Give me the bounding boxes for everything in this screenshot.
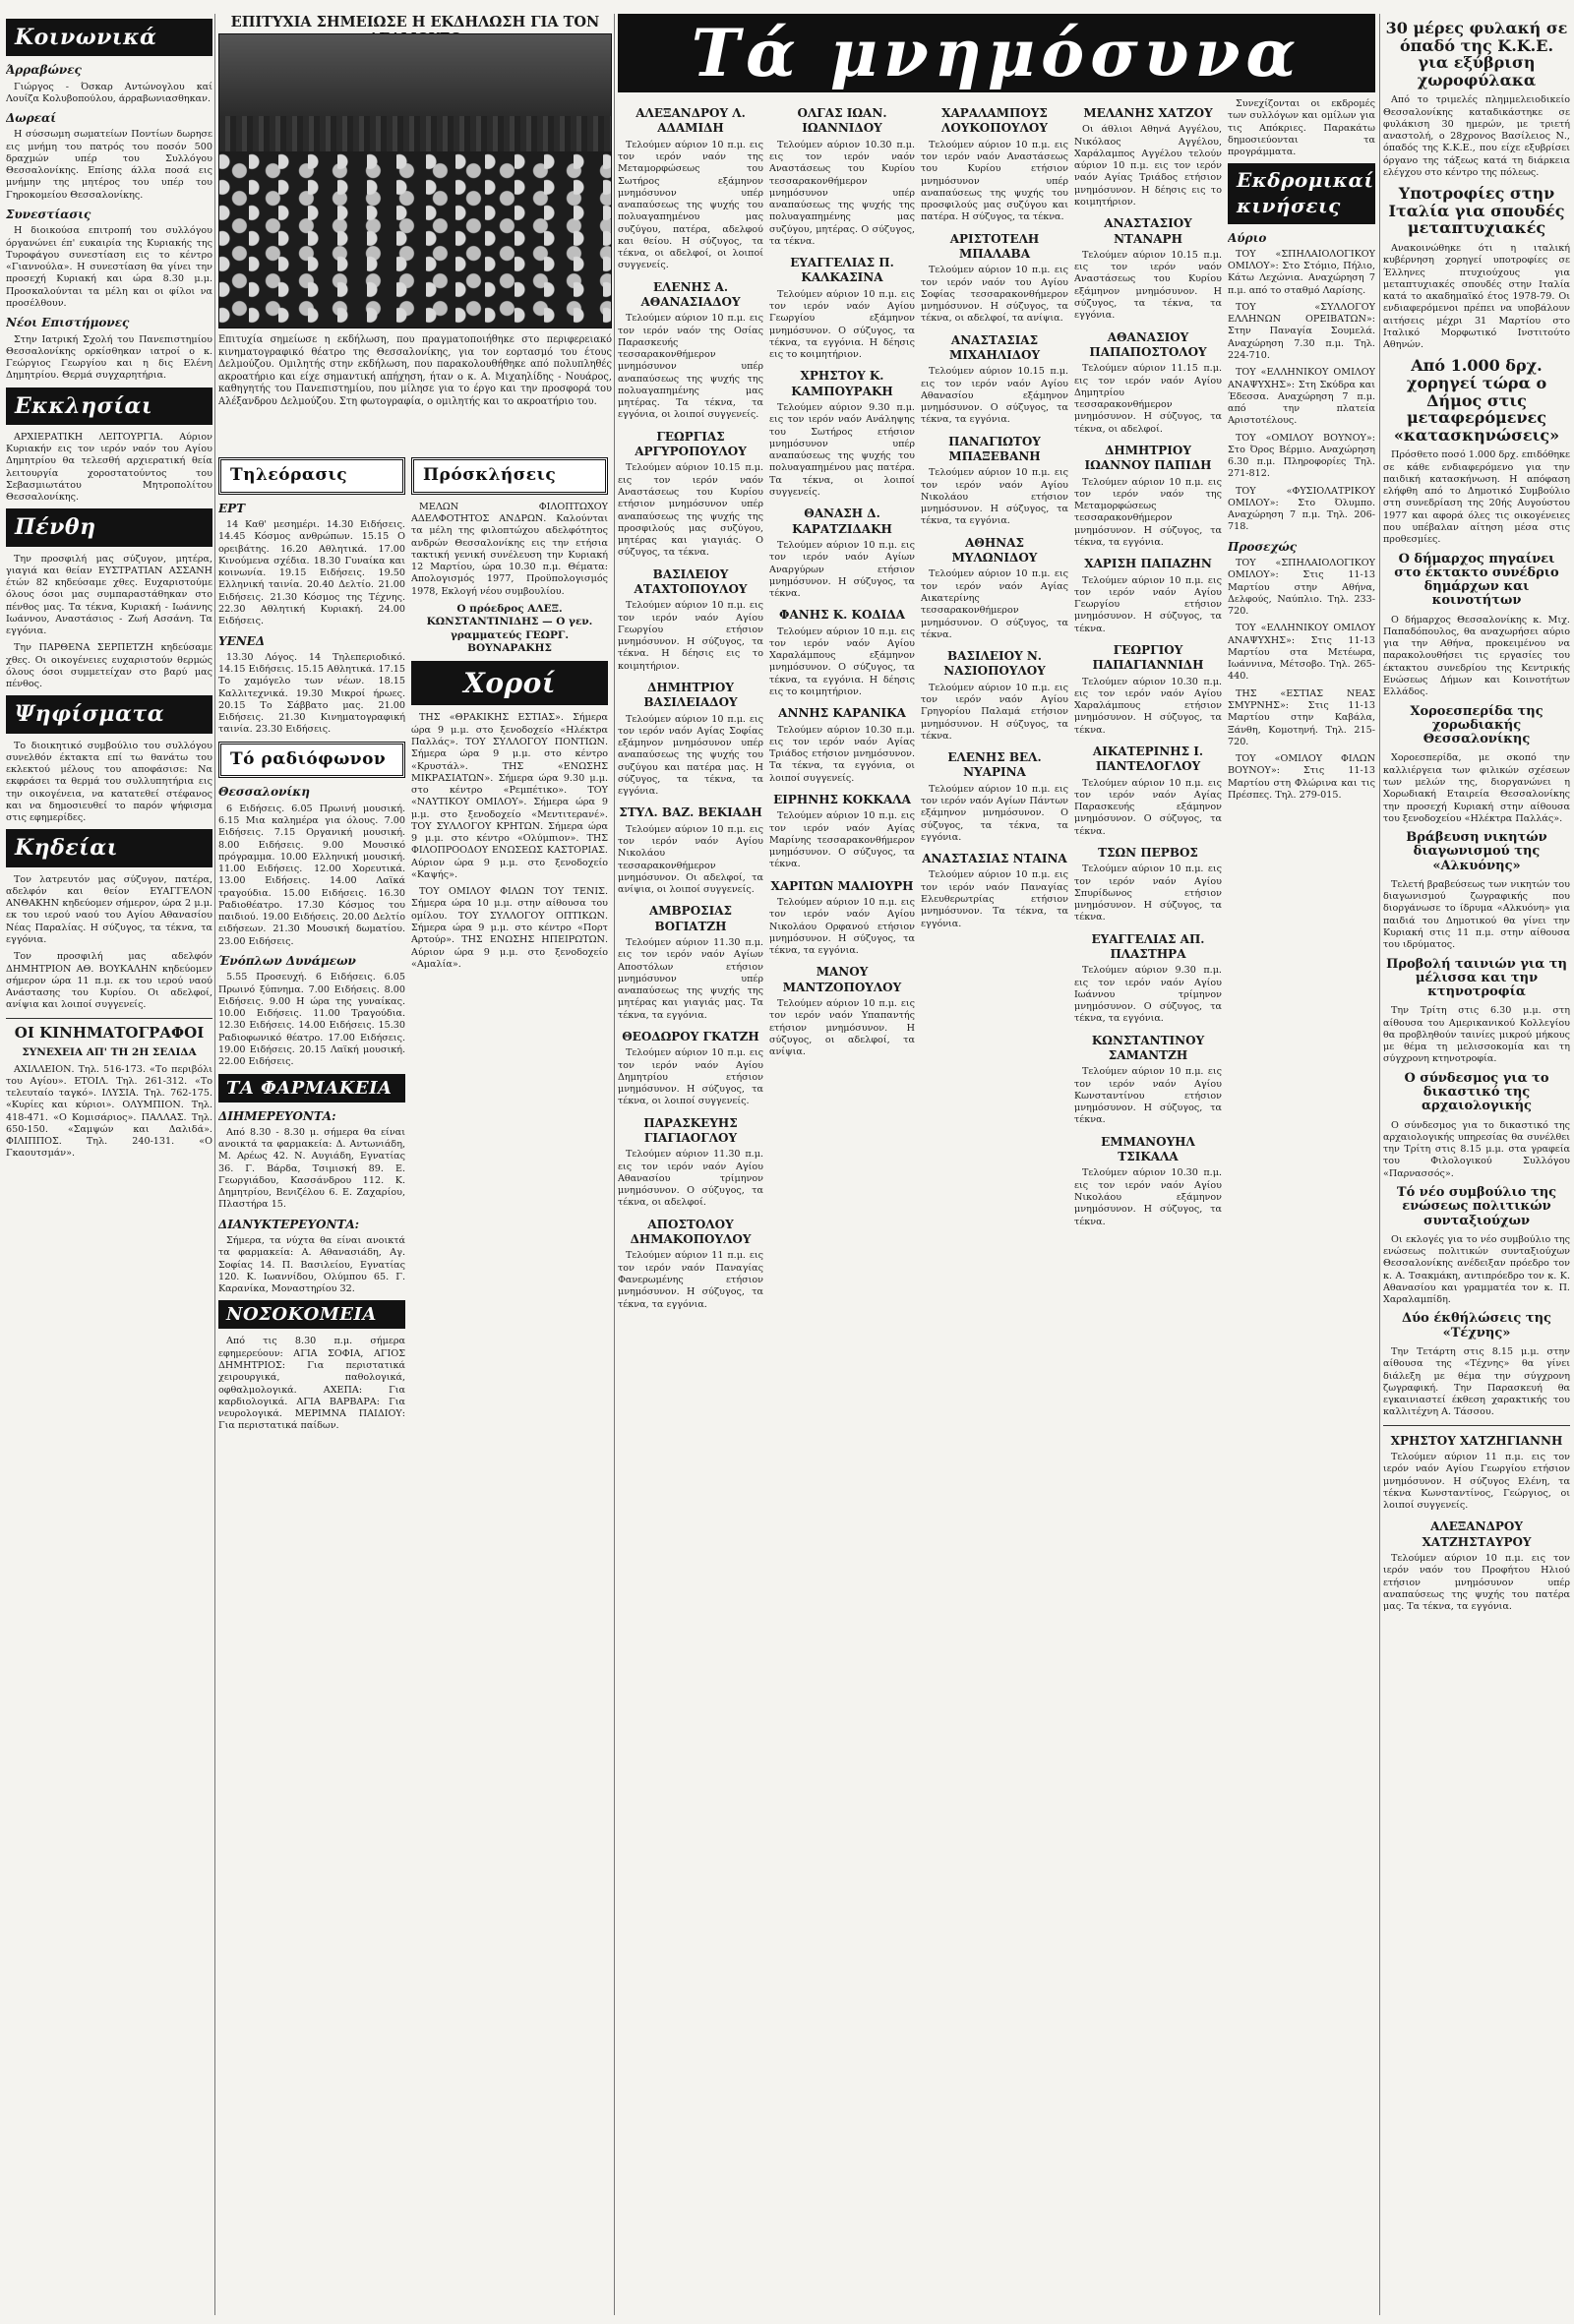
memorial-name: ΑΡΙΣΤΟΤΕΛΗ ΜΠΑΛΑΒΑ: [949, 231, 1040, 261]
memorial-text: Τελούμεν αύριον 10.30 π.μ. εις τον ιερόν ναόν Αγίου Νικολάου εξάμηνον μνημόσυνον. Η σύζυγος, τα τέκνα.: [1074, 1167, 1222, 1227]
excursion-item: ΤΟΥ «ΣΥΛΛΟΓΟΥ ΕΛΛΗΝΩΝ ΟΡΕΙΒΑΤΩΝ»: Στην Παναγία Σουμελά. Αναχώρηση 7.30 π.μ. Τηλ. 224-710.: [1228, 301, 1375, 361]
memorial-text: Τελούμεν αύριον 11.15 π.μ. εις τον ιερόν ναόν Αγίου Δημητρίου τεσσαρακονθήμερον μνημόσυνον. Η σύζυγος, τα τέκνα, οι αδελφοί.: [1074, 363, 1222, 435]
memorial-name: ΑΝΑΣΤΑΣΙΟΥ ΝΤΑΝΑΡΗ: [1104, 216, 1192, 246]
resolutions-text: Το διοικητικό συμβούλιο του συλλόγου συνελθόν έκτακτα επί τω θανάτω του εκλεκτού μέλους του αποφάσισε: Να εκφράσει τα θερμά του συλλυπητήρια εις την οικογένεια, να κατατεθεί στέφανος και να δημοσιευθεί το παρόν ψήφισμα στις εφημερίδες.: [6, 740, 212, 824]
social-column: [6, 14, 212, 2320]
excursion-item: ΤΗΣ «ΕΣΤΙΑΣ ΝΕΑΣ ΣΜΥΡΝΗΣ»: Στις 11-13 Μαρτίου στην Καβάλα, Ξάνθη, Κομοτηνή. Τηλ. 215-720.: [1228, 687, 1375, 747]
memorial-name: ΔΗΜΗΤΡΙΟΥ ΒΑΣΙΛΕΙΑΔΟΥ: [643, 680, 738, 710]
section-header-invitations: Πρόσκλήσεις: [411, 457, 608, 495]
news-text-9: Οι εκλογές για το νέο συμβούλιο της ενώσεως πολιτικών συνταξιούχων Θεσσαλονίκης ανέδειξαν πρόεδρο τον κ. Α. Τσακμάκη, αντιπρόεδρο τον κ. Κ. Αθανασίου και γραμματέα τον κ. Π. Χαραλαμπίδη.: [1383, 1233, 1570, 1306]
memorial-name: ΑΙΚΑΤΕΡΙΝΗΣ Ι. ΠΑΝΤΕΛΟΓΛΟΥ: [1092, 744, 1204, 774]
memorial-name: ΚΩΝΣΤΑΝΤΙΝΟΥ ΣΑΜΑΝΤΖΗ: [1091, 1033, 1205, 1063]
section-header-excursions: Εκδρομικαί κινήσεις: [1228, 163, 1375, 223]
yened-title: ΥΕΝΕΔ: [218, 633, 266, 648]
memorial-name: ΕΜΜΑΝΟΥΗΛ ΤΣΙΚΑΛΑ: [1101, 1134, 1195, 1164]
pharmacies-night-text: Σήμερα, τα νύχτα θα είναι ανοικτά τα φαρμακεία: Α. Αθανασιάδη, Αγ. Σοφίας 14. Π. Βασιλείου, Εγνατίας 120. Κ. Ιωαννίδου, Ολύμπου 65. Γ. Καρανίκα, Μοναστηρίου 32.: [218, 1235, 405, 1295]
memorial-text: Τελούμεν αύριον 10 π.μ. εις τον ιερόν ναόν Αγίου Νικολάου ετήσιον μνημόσυνον. Η σύζυγος, τα τέκνα, τα εγγόνια.: [921, 467, 1068, 527]
section-header-mourning: Πένθη: [6, 508, 212, 546]
excursion-item: ΤΟΥ «ΕΛΛΗΝΙΚΟΥ ΟΜΙΛΟΥ ΑΝΑΨΥΧΗΣ»: Στη Σκύδρα και Έδεσσα. Αναχώρηση 7 π.μ. από την πλατεία Αριστοτέλους.: [1228, 367, 1375, 427]
funerals-text-2: Τον προσφιλή μας αδελφόν ΔΗΜΗΤΡΙΟΝ ΑΘ. ΒΟΥΚΑΛΗΝ κηδεύομεν σήμερον ώρα 11 π.μ. εκ του ιερού ναού Ανάστασης του Κυρίου. Οι αδελφοί, ανίψια και λοιποί συγγενείς.: [6, 951, 212, 1011]
memorial-name: ΕΙΡΗΝΗΣ ΚΟΚΚΑΛΑ: [773, 792, 911, 806]
funerals-text: Τον λατρευτόν μας σύζυγον, πατέρα, αδελφόν και θείον ΕΥΑΓΓΕΛΟΝ ΑΝΘΑΚΗΝ κηδεύομεν σήμερον, ώρα 2 μ.μ. εκ του ιερού ναού του Αγίου Αθανασίου Νέας Παραλίας. Η σύζυγος, τα τέκνα, τα εγγόνια.: [6, 873, 212, 945]
memorials-masthead: Τά μνημόσυνα: [618, 14, 1375, 92]
memorial-name: ΑΠΟΣΤΟΛΟΥ ΔΗΜΑΚΟΠΟΥΛΟΥ: [630, 1217, 752, 1247]
memorial-text: Τελούμεν αύριον 11 π.μ. εις τον ιερόν ναόν Παναγίας Φανερωμένης ετήσιον μνημόσυνον. Η σύζυγος, τα τέκνα, τα εγγόνια.: [618, 1250, 763, 1310]
memorial-name: ΘΕΟΔΩΡΟΥ ΓΚΑΤΖΗ: [622, 1030, 759, 1044]
news-headline-9: Τό νέο συμβούλιο της ενώσεως πολιτικών συνταξιούχων: [1396, 1184, 1557, 1228]
armed-forces-radio-title: Ένόπλων Δυνάμεων: [218, 954, 356, 969]
pharmacies-day-title: ΔΙΗΜΕΡΕΥΟΝΤΑ:: [218, 1108, 336, 1123]
yened-schedule: 13.30 Λόγος. 14 Τηλεπεριοδικό. 14.15 Ειδήσεις. 15.15 Αθλητικά. 17.15 Το χαμόγελο των νέων. 18.15 Καλλιτεχνικά. 19.30 Μικροί ήρωες. 20.15 Το Σάββατο μας. 21.00 Ειδήσεις. 21.30 Κινηματογραφική ταινία. 23.30 Ειδήσεις.: [218, 651, 405, 736]
excursion-item: ΤΟΥ «ΣΠΗΛΑΙΟΛΟΓΙΚΟΥ ΟΜΙΛΟΥ»: Στο Στόμιο, Πήλιο, Κάτω Λεχώνια. Αναχώρηση 7 π.μ. από το σταθμό Λαρίσης.: [1228, 248, 1375, 296]
memorial-name: ΓΕΩΡΓΙΑΣ ΑΡΓΥΡΟΠΟΥΛΟΥ: [635, 429, 747, 459]
news-headline-4: Ο δήμαρχος πηγαίνει στο έκτακτο συνέδριο δημάρχων και κοινοτήτων: [1394, 551, 1559, 609]
memorial-name: ΜΑΝΟΥ ΜΑΝΤΖΟΠΟΥΛΟΥ: [782, 965, 902, 994]
banquet-text: Η διοικούσα επιτροπή του συλλόγου όργανώνει έπ' ευκαιρία της Κυριακής της Τυροφάγου συνεστίαση εις το κέντρο «Γιαννούλα». Η συνεστίαση θα γίνει την προσεχή Κυριακή και ώρα 8.30 μ.μ. Προσκαλούνται τα μέλη και οι φίλοι να προσέλθουν.: [6, 225, 212, 309]
news-headline-10: Δύο έκθήλώσεις της «Τέχνης»: [1402, 1311, 1551, 1341]
memorial-name: ΓΕΩΡΓΙΟΥ ΠΑΠΑΓΙΑΝΝΙΔΗ: [1092, 642, 1204, 673]
news-headline-8: Ο σύνδεσμος για το δικαστικό της αρχαιολογικής: [1404, 1070, 1549, 1114]
column-rule: [214, 14, 215, 2315]
memorial-text: Τελούμεν αύριον 10.30 π.μ. εις τον ιερόν ναόν Αγίου Χαραλάμπους ετήσιον μνημόσυνον. Η σύζυγος, τα τέκνα.: [1074, 676, 1222, 736]
memorial-name: ΕΥΑΓΓΕΛΙΑΣ Π. ΚΑΛΚΑΣΙΝΑ: [790, 256, 894, 285]
new-scientists-text: Στην Ιατρική Σχολή του Πανεπιστημίου Θεσσαλονίκης ορκίσθηκαν ιατροί ο κ. Γεώργιος Γεωργίου και η δις Ελένη Δημητρίου. Θερμά συγχαρητήρια.: [6, 333, 212, 382]
memorial-name: ΦΑΝΗΣ Κ. ΚΟΔΙΔΑ: [779, 608, 905, 623]
cinemas-text: ΑΧΙΛΛΕΙΟΝ. Τηλ. 516-173. «Το περιβόλι του Αγίου». ΕΤΟΙΛ. Τηλ. 261-312. «Το τελευταίο ταγκό». ΙΛΥΣΙΑ. Τηλ. 762-175. «Κυρίες και κύριοι». ΟΛΥΜΠΙΟΝ. Τηλ. 418-471. «Ο Κομισάριος». ΠΑΛΛΑΣ. Τηλ. 650-150. «Σαμψών και Δαλιδά». ΦΙΛΙΠΠΟΣ. Τηλ. 240-131. «Ο Γκαουτσμάν».: [6, 1063, 212, 1160]
mourning-text: Την προσφιλή μας σύζυγον, μητέρα, γιαγιά και θείαν ΕΥΣΤΡΑΤΙΑΝ ΑΣΣΑΝΗ έτών 82 κηδεύσαμε χθες. Ευχαριστούμε όλους όσοι μας συμπαραστάθηκαν στο πένθος μας. Τα τέκνα, Κυριακή - Ιωάννης Ιωάννου, Αναστάσιος - Ζωή Ασσάνη. Τα εγγόνια.: [6, 553, 212, 637]
memorial-name: ΑΜΒΡΟΣΙΑΣ ΒΟΓΙΑΤΖΗ: [648, 904, 733, 933]
pharmacies-day-text: Από 8.30 - 8.30 μ. σήμερα θα είναι ανοικτά τα φαρμακεία: Δ. Αντωνιάδη, Μ. Αρέως 42. Ν. Αυγιάδη, Εγνατίας 36. Γ. Βάρδα, Τσιμισκή 89. Ε. Γεωργιάδου, Κασσάνδρου 112. Κ. Δημητρίου, Βενιζέλου 6. Ε. Ζαχαρίου, Πλαστήρα 15.: [218, 1126, 405, 1211]
memorial-text: Τελούμεν αύριον 10 π.μ. εις τον ιερόν ναόν της Οσίας Παρασκευής τεσσαρακονθήμερον μνημόσυνον υπέρ αναπαύσεως της ψυχής της πολυαγαπημένης μας μητέρας. Τα τέκνα, τα εγγόνια, οι λοιποί συγγενείς.: [618, 313, 763, 421]
memorial-text: Τελούμεν αύριον 10 π.μ. εις τον ιερόν ναόν του Αγίου Σοφίας τεσσαρακονθήμερον μνημόσυνον. Η σύζυγος, τα τέκνα, οι αδελφοί, τα ανίψια.: [921, 265, 1068, 325]
memorial-text: Τελούμεν αύριον 10 π.μ. εις τον ιερόν ναόν Αγίου Δημητρίου ετήσιον μνημόσυνον. Η σύζυγος, τα τέκνα, οι λοιποί συγγενείς.: [618, 1047, 763, 1107]
memorial-text: Τελούμεν αύριον 10.30 π.μ. εις τον ιερόν ναόν Αγίας Τριάδος ετήσιον μνημόσυνον. Τα τέκνα, τα εγγόνια, οι λοιποί συγγενείς.: [769, 724, 915, 784]
memorial-name: ΠΑΝΑΓΙΩΤΟΥ ΜΠΑΞΕΒΑΝΗ: [948, 434, 1041, 464]
section-header-churches: Εκκλησίαι: [6, 387, 212, 425]
banquet-title: Συνεστίασις: [6, 208, 91, 221]
column-rule: [1379, 14, 1380, 2315]
mourning-text-2: Την ΠΑΡΘΕΝΑ ΣΕΡΠΕΤΖΗ κηδεύσαμε χθες. Οι οικογένειες ευχαριστούν θερμώς όλους όσοι συμμετείχαν στο βαρύ μας πένθος.: [6, 642, 212, 690]
memorial-text: Τελούμεν αύριον 10 π.μ. εις τον ιερόν ναόν Αγίου Γεωργίου ετήσιον μνημόσυνον. Η σύζυγος, τα τέκνα.: [1074, 574, 1222, 634]
engagements-text: Γιώργος - Όσκαρ Αντώνογλου καί Λουίζα Κολυβοπούλου, άρραβωνιασθηκαν.: [6, 81, 212, 104]
news-text-8: Ο σύνδεσμος για το δικαστικό της αρχαιολογικής υπηρεσίας θα συνέλθει την Τρίτη στις 8.15 μ.μ. στα γραφεία του Φιλολογικού Συλλόγου «Παρνασσός».: [1383, 1119, 1570, 1179]
news-text-6: Τελετή βραβεύσεως των νικητών του διαγωνισμού ζωγραφικής που διοργάνωσε το ίδρυμα «Αλκυόνη» για παιδιά του Δημοτικού θα γίνει την Κυριακή στις 11 π.μ. στην αίθουσα του ιδρύματος.: [1383, 878, 1570, 951]
photo-caption: Επιτυχία σημείωσε η εκδήλωση, που πραγματοποιήθηκε στο περιφερειακό κινηματογραφικό θέατρο της Θεσσαλονίκης, για τον εορτασμό του έτους Δελμούζου. Ομιλητής στην εκδήλωση, που παρακολουθήθηκε από πολυπληθές ακροατήριο και είχε σημαντική απήχηση, ήταν ο κ. Α. Μιχαηλίδης - Νουάρος, καθηγητής του Πανεπιστημίου, που μίλησε για το έργο και την προσφορά του Αλέξανδρου Δελμούζου. Στη φωτογραφία, ο ομιλητής και το ακροατήριο του.: [218, 334, 612, 407]
memorial-text: Τελούμεν αύριον 10 π.μ. εις τον ιερόν ναόν Αγίου Γεωργίου ετήσιον μνημόσυνον. Η σύζυγος, τα τέκνα. Η δέησις εις το κοιμητήριον.: [618, 600, 763, 672]
memorial-text: Τελούμεν αύριον 10.30 π.μ. εις τον ιερόν ναόν Αναστάσεως του Κυρίου τεσσαρακονθήμερον μνημόσυνον υπέρ αναπαύσεως της ψυχής της πολυαγαπημένης μας συζύγου, μητέρας. Ο σύζυγος, τα τέκνα.: [769, 139, 915, 247]
memorial-name: ΑΝΝΗΣ ΚΑΡΑΝΙΚΑ: [778, 706, 906, 721]
invitations-signature: Ο πρόεδρος ΑΛΕΞ. ΚΩΝΣΤΑΝΤΙΝΙΔΗΣ — Ο γεν. γραμματεύς ΓΕΩΡΓ. ΒΟΥΝΑΡΑΚΗΣ: [426, 602, 593, 655]
memorial-text: Τελούμεν αύριον 11.30 π.μ. εις τον ιερόν ναόν Αγίου Αθανασίου τρίμηνον μνημόσυνον. Ο σύζυγος, τα τέκνα, οι αδελφοί.: [618, 1149, 763, 1209]
news-headline-5: Χοροεσπερίδα της χορωδιακής Θεσσαλονίκης: [1410, 703, 1544, 747]
news-headline-1: 30 μέρες φυλακή σε όπαδό της Κ.Κ.Ε. για εξύβριση χωροφύλακα: [1385, 19, 1568, 89]
memorial-name: ΑΘΗΝΑΣ ΜΥΛΩΝΙΔΟΥ: [951, 535, 1038, 566]
news-text-10: Την Τετάρτη στις 8.15 μ.μ. στην αίθουσα της «Τέχνης» θα γίνει διάλεξη με θέμα την σύγχρονη ζωγραφική. Την Παρασκευή θα εγκαινιαστεί έκθεση χαρακτικής του καλλιτέχνη Α. Τάσσου.: [1383, 1346, 1570, 1418]
memorial-text: Τελούμεν αύριον 11 π.μ. εις τον ιερόν ναόν Αγίου Γεωργίου ετήσιον μνημόσυνον. Η σύζυγος Ελένη, τα τέκνα Κωνσταντίνος, Γεώργιος, οι λοιποί συγγενείς.: [1383, 1451, 1570, 1512]
photo-ceiling: [219, 34, 611, 116]
news-headline-7: Προβολή ταινιών για τη μέλισσα και την κτηνοτροφία: [1386, 956, 1567, 1000]
memorial-name: ΧΑΡΑΛΑΜΠΟΥΣ ΛΟΥΚΟΠΟΥΛΟΥ: [941, 106, 1048, 136]
memorial-text: Τελούμεν αύριον 10 π.μ. εις τον ιερόν ναόν Αγίου Σπυρίδωνος ετήσιον μνημόσυνον. Η σύζυγος, τα τέκνα.: [1074, 864, 1222, 924]
memorial-name: ΧΑΡΙΣΗ ΠΑΠΑΖΗΝ: [1084, 557, 1212, 571]
memorial-text: Τελούμεν αύριον 10 π.μ. εις τον ιερόν ναόν Αγίας Αικατερίνης τεσσαρακονθήμερον μνημόσυνον. Ο σύζυγος, τα τέκνα.: [921, 568, 1068, 640]
memorial-text: Τελούμεν αύριον 10 π.μ. εις τον ιερόν ναόν Αγίου Νικολάου Ορφανού ετήσιον μνημόσυνον. Η σύζυγος, τα τέκνα, τα εγγόνια.: [769, 897, 915, 957]
memorial-text: Τελούμεν αύριον 10 π.μ. εις τον ιερόν ναόν του Προφήτου Ηλιού ετήσιον μνημόσυνον υπέρ αναπαύσεως της ψυχής του πατέρα μας. Τα τέκνα, τα εγγόνια.: [1383, 1553, 1570, 1613]
news-headline-6: Βράβευση νικητών διαγωνισμού της «Αλκυόνης»: [1406, 830, 1547, 873]
memorial-text: Τελούμεν αύριον 10.15 π.μ. εις τον ιερόν ναόν Αγίου Αθανασίου εξάμηνον μνημόσυνον. Ο σύζυγος, τα τέκνα, τα εγγόνια.: [921, 366, 1068, 426]
memorial-text: Τελούμεν αύριον 9.30 π.μ. εις τον ιερόν ναόν Ανάληψης του Σωτήρος ετήσιον μνημόσυνον υπέρ αναπαύσεως της ψυχής του πολυαγαπημένου μας πατέρα. Τα τέκνα, οι λοιποί συγγενείς.: [769, 402, 915, 498]
memorial-text: Τελούμεν αύριον 10 π.μ. εις τον ιερόν ναόν Αγίου Κωνσταντίνου ετήσιον μνημόσυνον. Η σύζυγος, τα τέκνα.: [1074, 1066, 1222, 1126]
section-header-funerals: Κηδείαι: [6, 829, 212, 866]
memorial-text: Τελούμεν αύριον 10 π.μ. εις τον ιερόν ναόν Αγίας Παρασκευής εξάμηνον μνημόσυνον. Ο σύζυγος, τα τέκνα.: [1074, 777, 1222, 837]
memorial-text: Τελούμεν αύριον 11.30 π.μ. εις τον ιερόν ναόν Αγίων Αποστόλων ετήσιον μνημόσυνον υπέρ αναπαύσεως της ψυχής της μητέρας και γιαγιάς μας. Τα τέκνα, τα εγγόνια.: [618, 937, 763, 1021]
news-text-5: Χοροεσπερίδα, με σκοπό την καλλιέργεια των φιλικών σχέσεων των μελών της, διοργανώνει η Χορωδιακή Εταιρεία Θεσσαλονίκης την προσεχή Κυριακή στην αίθουσα του ξενοδοχείου «Ηλέκτρα Παλλάς».: [1383, 752, 1570, 824]
excursion-item: ΤΟΥ «ΟΜΙΛΟΥ ΦΙΛΩΝ ΒΟΥΝΟΥ»: Στις 11-13 Μαρτίου στη Φλώρινα και τις Πρέσπες. Τηλ. 279-015.: [1228, 753, 1375, 801]
memorial-text: Τελούμεν αύριον 10 π.μ. εις τον ιερόν ναόν Αγίου Νικολάου τεσσαρακονθήμερον μνημόσυνον. Οι αδελφοί, τα ανίψια, οι λοιποί συγγενείς.: [618, 823, 763, 896]
memorial-name: ΘΑΝΑΣΗ Δ. ΚΑΡΑΤΖΙΔΑΚΗ: [792, 507, 892, 536]
memorial-name: ΧΡΗΣΤΟΥ ΧΑΤΖΗΓΙΑΝΝΗ: [1390, 1433, 1563, 1448]
dances-text-2: ΤΟΥ ΟΜΙΛΟΥ ΦΙΛΩΝ ΤΟΥ ΤΕΝΙΣ. Σήμερα ώρα 10 μ.μ. στην αίθουσα του ομίλου. ΤΟΥ ΣΥΛΛΟΓΟΥ ΟΠΤΙΚΩΝ. Σήμερα ώρα 9 μ.μ. στο κέντρο «Πορτ Αρτούρ». ΤΗΣ ΕΝΩΣΗΣ ΗΠΕΙΡΩΤΩΝ. Αύριον ώρα 9 μ.μ. στο ξενοδοχείο «Αμαλία».: [411, 886, 608, 970]
memorial-name: ΧΡΗΣΤΟΥ Κ. ΚΑΜΠΟΥΡΑΚΗ: [791, 369, 893, 398]
cinemas-title: ΟΙ ΚΙΝΗΜΑΤΟΓΡΑΦΟΙ: [14, 1023, 205, 1042]
ert-title: ΕΡΤ: [218, 501, 246, 515]
memorial-name: ΑΛΕΞΑΝΔΡΟΥ Λ. ΑΔΑΜΙΔΗ: [636, 106, 746, 136]
section-header-pharmacies: ΤΑ ΦΑΡΜΑΚΕΙΑ: [218, 1074, 405, 1102]
excursions-intro: Συνεχίζονται οι εκδρομές των συλλόγων και ομίλων για τις Απόκριες. Παρακάτω δημοσιεύονται τα προγράμματα.: [1228, 98, 1375, 158]
news-headline-2: Υποτροφίες στην Ιταλία για σπουδές μεταπτυχιακές: [1388, 184, 1565, 238]
memorial-name: ΑΘΑΝΑΣΙΟΥ ΠΑΠΑΠΟΣΤΟΛΟΥ: [1089, 329, 1207, 359]
news-text-7: Την Τρίτη στις 6.30 μ.μ. στη αίθουσα του Αμερικανικού Κολλεγίου θα προβληθούν ταινίες μικρού μήκους με θέμα τη μελισσοκομία και τη σύγχρονη κτηνοτροφία.: [1383, 1005, 1570, 1065]
memorial-name: ΔΗΜΗΤΡΙΟΥ ΙΩΑΝΝΟΥ ΠΑΠΙΔΗ: [1084, 443, 1212, 473]
news-text-1: Από το τριμελές πλημμελειοδικείο Θεσσαλονίκης καταδικάστηκε σε φυλάκιση 30 ημερών, με τριετή αναστολή, ο 28χρονος Βασίλειος Ν., όπαδός της Κ.Κ.Ε., που είχε εξυβρίσει όργανο της τάξεως κατά τη διάρκεια ελέγχου στο κέντρο της πόλεως.: [1383, 94, 1570, 178]
memorial-text: Τελούμεν αύριον 10 π.μ. εις τον ιερόν ναόν Παναγίας Ελευθερωτρίας ετήσιον μνημόσυνον. Τα τέκνα, τα εγγόνια.: [921, 869, 1068, 929]
donations-title: Δωρεαί: [6, 111, 57, 126]
memorial-name: ΒΑΣΙΛΕΙΟΥ Ν. ΝΑΣΙΟΠΟΥΛΟΥ: [943, 649, 1046, 679]
memorial-text: Τελούμεν αύριον 10 π.μ. εις τον ιερόν ναόν Αγίων Πάντων εξάμηνον μνημόσυνον. Ο σύζυγος, τα τέκνα, τα εγγόνια.: [921, 783, 1068, 843]
memorial-name: ΑΝΑΣΤΑΣΙΑΣ ΜΙΧΑΗΛΙΔΟΥ: [948, 332, 1041, 362]
tomorrow-title: Αύριο: [1228, 230, 1267, 245]
memorial-name: ΒΑΣΙΛΕΙΟΥ ΑΤΑΧΤΟΠΟΥΛΟΥ: [634, 566, 748, 596]
column-rule: [614, 14, 615, 2315]
section-header-television: Τηλεόρασις: [218, 457, 405, 495]
memorials-column-2: [769, 98, 915, 2316]
memorial-name: ΟΛΓΑΣ ΙΩΑΝ. ΙΩΑΝΝΙΔΟΥ: [797, 106, 887, 136]
memorial-name: ΑΝΑΣΤΑΣΙΑΣ ΝΤΑΙΝΑ: [922, 852, 1067, 866]
thessaloniki-radio-schedule: 6 Ειδήσεις. 6.05 Πρωινή μουσική. 6.15 Μια καλημέρα για όλους. 7.00 Ειδήσεις. 7.15 Οργανική μουσική. 8.00 Ειδήσεις. 9.00 Μουσικό πρόγραμμα. 10.00 Ελληνική μουσική. 11.00 Ειδήσεις. 12.00 Χορευτικά. 13.00 Ειδήσεις. 14.00 Λαϊκά τραγούδια. 15.00 Ειδήσεις. 16.30 Ραδιοθέατρο. 17.30 Κόσμος του παιδιού. 19.00 Ειδήσεις. 20.00 Δελτίο ειδήσεων. 21.30 Μουσική δωματίου. 23.00 Ειδήσεις.: [218, 803, 405, 947]
memorials-column-1: [618, 98, 763, 2316]
memorial-text: Τελούμεν αύριον 10 π.μ. εις τον ιερόν ναόν της Μεταμορφώσεως τεσσαρακονθήμερον μνημόσυνον. Η σύζυγος, τα τέκνα, τα εγγόνια.: [1074, 476, 1222, 548]
section-header-hospitals: ΝΟΣΟΚΟΜΕΙΑ: [218, 1300, 405, 1329]
news-column: [1383, 14, 1570, 2320]
section-header-dances: Χοροί: [411, 661, 608, 706]
excursion-item: ΤΟΥ «ΣΠΗΛΑΙΟΛΟΓΙΚΟΥ ΟΜΙΛΟΥ»: Στις 11-13 Μαρτίου στην Αθήνα, Δελφούς, Ναύπλιο. Τηλ. 233-720.: [1228, 558, 1375, 618]
memorial-text: Τελούμεν αύριον 10 π.μ. εις τον ιερόν ναόν Υπαπαντής ετήσιον μνημόσυνον. Η σύζυγος, οι αδελφοί, τα ανίψια.: [769, 998, 915, 1058]
excursions-list: [1228, 249, 1375, 534]
news-text-2: Ανακοινώθηκε ότι η ιταλική κυβέρνηση χορηγεί υποτροφίες σε Έλληνες πτυχιούχους για μεταπτυχιακές σπουδές στην Ιταλία κατά το ακαδημαϊκό έτος 1978-79. Οι ενδιαφερόμενοι πρέπει να υποβάλουν αιτήσεις μέχρι 31 Μαρτίου στο Ιταλικό Μορφωτικό Ινστιτούτο Αθηνών.: [1383, 243, 1570, 351]
memorial-name: ΕΛΕΝΗΣ Α. ΑΘΑΝΑΣΙΑΔΟΥ: [640, 279, 741, 309]
event-photo: [218, 33, 612, 328]
invitations-column: [411, 452, 608, 2321]
divider: [1383, 1425, 1570, 1426]
memorial-text: Τελούμεν αύριον 10.15 π.μ. εις τον ιερόν ναόν Αναστάσεως του Κυρίου ετήσιον μνημόσυνον υπέρ αναπαύσεως της ψυχής της προσφιλούς μας συζύγου, μητέρας και γιαγιάς. Ο σύζυγος, τα τέκνα.: [618, 462, 763, 559]
donations-text: Η σύσσωμη σωματείων Ποντίων δωρησε εις μνήμη του πατρός του ποσόν 500 δραχμών υπέρ του Συλλόγου Θεσσαλονίκης. Επίσης άλλα ποσά εις μνήμην της μητέρος του υπέρ του Γηροκομείου Θεσσαλονίκης.: [6, 129, 212, 201]
memorial-name: ΧΑΡΙΤΩΝ ΜΑΛΙΟΥΡΗ: [770, 878, 914, 893]
memorial-text: Τελούμεν αύριον 10 π.μ. εις τον ιερόν ναόν Αγίου Γρηγορίου Παλαμά ετήσιον μνημόσυνον. Η σύζυγος, τα τέκνα.: [921, 682, 1068, 742]
memorial-text: Τελούμεν αύριον 10 π.μ. εις τον ιερόν ναόν Αγίας Μαρίνης τεσσαρακονθήμερον μνημόσυνον. Ο σύζυγος, τα τέκνα.: [769, 810, 915, 870]
excursion-item: ΤΟΥ «ΕΛΛΗΝΙΚΟΥ ΟΜΙΛΟΥ ΑΝΑΨΥΧΗΣ»: Στις 11-13 Μαρτίου στα Μετέωρα, Ιωάννινα, Μέτσοβο. Τηλ. 265-440.: [1228, 623, 1375, 683]
hospitals-text: Από τις 8.30 π.μ. σήμερα εφημερεύουν: ΑΓΙΑ ΣΟΦΙΑ, ΑΓΙΟΣ ΔΗΜΗΤΡΙΟΣ: Για περιστατικά χειρουργικά, παθολογικά, οφθαλμολογικά. ΑΧΕΠΑ: Για καρδιολογικά. ΑΓΙΑ ΒΑΡΒΑΡΑ: Για νευρολογικά. ΜΕΡΙΜΝΑ ΠΑΙΔΙΟΥ: Για περιστατικά παίδων.: [218, 1336, 405, 1432]
engagements-title: Άρραβώνες: [6, 63, 82, 78]
cinemas-continuation: ΣΥΝΕΧΕΙΑ ΑΠ' ΤΗ 2Η ΣΕΛΙΔΑ: [22, 1046, 197, 1059]
memorial-name: ΕΥΑΓΓΕΛΙΑΣ ΑΠ. ΠΛΑΣΤΗΡΑ: [1091, 931, 1205, 961]
memorial-name: ΜΕΛΑΝΗΣ ΧΑΤΖΟΥ: [1083, 106, 1213, 120]
memorial-text: Τελούμεν αύριον 10 π.μ. εις τον ιερόν ναόν Αγίας Σοφίας εξάμηνον μνημόσυνον υπέρ αναπαύσεως της ψυχής του συζύγου και πατέρα μας. Η σύζυγος, τα τέκνα, τα εγγόνια.: [618, 713, 763, 798]
news-text-3: Πρόσθετο ποσό 1.000 δρχ. επιδόθηκε σε κάθε ενδιαφερόμενο για την παιδική κατασκήνωση. Η απόφαση ελήφθη από το Δημοτικό Συμβούλιο στη συνεδρίαση της 20ής Αυγούστου 1977 και αφορά όλες τις οικογένειες που υπέβαλαν αίτηση μέσα στις προθεσμίες.: [1383, 449, 1570, 546]
news-text-4: Ο δήμαρχος Θεσσαλονίκης κ. Μιχ. Παπαδόπουλος, θα αναχωρήσει αύριο για την Αθήνα, προκειμένου να παρακολουθήσει τις εργασίες του έκτακτου συνεδρίου της Κεντρικής Ενώσεως Δήμων και Κοινοτήτων Ελλάδος.: [1383, 614, 1570, 698]
memorial-text: Τελούμεν αύριον 10 π.μ. εις τον ιερόν ναόν Αναστάσεως του Κυρίου ετήσιον μνημόσυνον υπέρ αναπαύσεως της ψυχής του προσφιλούς μας συζύγου και πατέρα. Η σύζυγος, τα τέκνα.: [921, 139, 1068, 223]
broadcast-column: [218, 452, 405, 2321]
divider: [6, 1018, 212, 1019]
memorial-name: ΣΤΥΛ. ΒΑΖ. ΒΕΚΙΑΔΗ: [619, 805, 762, 820]
section-header-radio: Τό ραδιόφωνον: [218, 742, 405, 779]
thessaloniki-radio-title: Θεσσαλονίκη: [218, 785, 310, 800]
invitations-text: ΜΕΛΩΝ ΦΙΛΟΠΤΩΧΟΥ ΑΔΕΛΦΟΤΗΤΟΣ ΑΝΔΡΩΝ. Καλούνται τα μέλη της φιλοπτώχου αδελφότητος ανδρών Θεσσαλονίκης εις την ετήσια τακτική γενική συνέλευση την Κυριακή 12 Μαρτίου, ώρα 10.30 π.μ. Θέματα: Απολογισμός 1977, Προϋπολογισμός 1978, Εκλογή νέου συμβουλίου.: [411, 501, 608, 597]
ert-schedule: 14 Καθ' μεσημέρι. 14.30 Ειδήσεις. 14.45 Κόσμος ανθρώπων. 15.15 Ο ορειβάτης. 16.20 Αθλητικά. 17.00 Κινούμενα σχέδια. 18.30 Γυναίκα και κοινωνία. 19.15 Ειδήσεις. 19.50 Ελληνική ταινία. 20.40 Δελτίο. 21.00 Ειδήσεις. 21.30 Κόσμος της Τέχνης. 22.30 Αθλητική Κυριακή. 24.00 Ειδήσεις.: [218, 519, 405, 627]
memorial-name: ΠΑΡΑΣΚΕΥΗΣ ΓΙΑΓΙΑΟΓΛΟΥ: [643, 1115, 738, 1146]
memorial-text: Τελούμεν αύριον 10 π.μ. εις τον ιερόν ναόν Αγίων Αναργύρων ετήσιον μνημόσυνον. Η σύζυγος, τα τέκνα.: [769, 539, 915, 600]
excursion-item: ΤΟΥ «ΦΥΣΙΟΛΑΤΡΙΚΟΥ ΟΜΙΛΟΥ»: Στο Όλυμπο. Αναχώρηση 7 π.μ. Τηλ. 206-718.: [1228, 485, 1375, 533]
photo-audience: [219, 151, 611, 328]
memorial-text: Τελούμεν αύριον 10.15 π.μ. εις τον ιερόν ναόν Αναστάσεως του Κυρίου εξάμηνον μνημόσυνον. Η σύζυγος, τα τέκνα, τα εγγόνια.: [1074, 249, 1222, 322]
memorial-text: Οι άθλιοι Αθηνά Αγγέλου, Νικόλαος Αγγέλου, Χαράλαμπος Αγγέλου τελούν αύριον 10 π.μ. εις τον ιερόν ναόν Αγίας Τριάδος ετήσιον μνημόσυνον. Η δέησις εις το κοιμητήριον.: [1074, 124, 1222, 208]
memorial-name: ΕΛΕΝΗΣ ΒΕΛ. ΝΥΑΡΙΝΑ: [947, 750, 1042, 780]
new-scientists-title: Νέοι Επιστήμονες: [6, 316, 130, 330]
memorials-column-3: [921, 98, 1068, 2316]
section-header-resolutions: Ψηφίσματα: [6, 695, 212, 733]
upcoming-list: [1228, 558, 1375, 802]
memorial-text: Τελούμεν αύριον 10 π.μ. εις τον ιερόν ναόν Αγίου Γεωργίου εξάμηνον μνημόσυνον. Ο σύζυγος, τα τέκνα, τα εγγόνια. Η δέησις εις το κοιμητήριον.: [769, 288, 915, 361]
section-header-koinonika: Κοινωνικά: [6, 19, 212, 56]
armed-forces-radio-schedule: 5.55 Προσευχή. 6 Ειδήσεις. 6.05 Πρωινό ξύπνημα. 7.00 Ειδήσεις. 8.00 Ειδήσεις. 9.00 Η ώρα της γυναίκας. 10.00 Ειδήσεις. 11.00 Τραγούδια. 12.30 Ειδήσεις. 14.00 Ειδήσεις. 15.30 Ραδιοφωνικό θέατρο. 17.00 Ειδήσεις. 19.00 Ειδήσεις. 20.15 Λαϊκή μουσική. 22.00 Ειδήσεις.: [218, 972, 405, 1068]
news-headline-3: Από 1.000 δρχ. χορηγεί τώρα ο Δήμος στις μεταφερόμενες «κατασκηνώσεις»: [1393, 356, 1560, 445]
feature-headline: ΕΠΙΤΥΧΙΑ ΣΗΜΕΙΩΣΕ Η ΕΚΔΗΛΩΣΗ ΓΙΑ ΤΟΝ: [230, 14, 600, 30]
pharmacies-night-title: ΔΙΑΝΥΚΤΕΡΕΥΟΝΤΑ:: [218, 1217, 360, 1231]
excursion-item: ΤΟΥ «ΟΜΙΛΟΥ ΒΟΥΝΟΥ»: Στο Όρος Βέρμιο. Αναχώρηση 6.30 π.μ. Πληροφορίες Τηλ. 271-812.: [1228, 432, 1375, 480]
churches-text: ΑΡΧΙΕΡΑΤΙΚΗ ΛΕΙΤΟΥΡΓΙΑ. Αύριον Κυριακήν εις τον ιερόν ναόν του Αγίου Δημητρίου θα τελεσθή αρχιερατική θεία λειτουργία χοροστατούντος του Σεβασμιωτάτου Μητροπολίτου Θεσσαλονίκης.: [6, 431, 212, 504]
memorial-text: Τελούμεν αύριον 9.30 π.μ. εις τον ιερόν ναόν Αγίου Ιωάννου τρίμηνον μνημόσυνον. Ο σύζυγος, τα τέκνα, τα εγγόνια.: [1074, 965, 1222, 1025]
memorials-column-4: [1074, 98, 1222, 2316]
memorial-text: Τελούμεν αύριον 10 π.μ. εις τον ιερόν ναόν της Μεταμορφώσεως του Σωτήρος εξάμηνον μνημόσυνον υπέρ αναπαύσεως της ψυχής του πολυαγαπημένου μας συζύγου, πατέρα, αδελφού και θείου. Η σύζυγος, τα τέκνα, οι αδελφοί, οι λοιποί συγγενείς.: [618, 139, 763, 271]
memorial-text: Τελούμεν αύριον 10 π.μ. εις τον ιερόν ναόν Αγίου Χαραλάμπους εξάμηνον μνημόσυνον. Ο σύζυγος, τα τέκνα, τα εγγόνια. Η δέησις εις το κοιμητήριον.: [769, 626, 915, 697]
excursions-column: [1228, 98, 1375, 2316]
memorial-name: ΑΛΕΞΑΝΔΡΟΥ ΧΑΤΖΗΣΤΑΥΡΟΥ: [1422, 1520, 1532, 1549]
upcoming-title: Προσεχώς: [1228, 539, 1298, 554]
dances-text: ΤΗΣ «ΘΡΑΚΙΚΗΣ ΕΣΤΙΑΣ». Σήμερα ώρα 9 μ.μ. στο ξενοδοχείο «Ηλέκτρα Παλλάς». ΤΟΥ ΣΥΛΛΟΓΟΥ ΠΟΝΤΙΩΝ. Σήμερα ώρα 9 μ.μ. στο κέντρο «Κρυστάλ». ΤΗΣ «ΕΝΩΣΗΣ ΜΙΚΡΑΣΙΑΤΩΝ». Σήμερα ώρα 9.30 μ.μ. στο κέντρο «Ρεμπέτικο». ΤΟΥ «ΝΑΥΤΙΚΟΥ ΟΜΙΛΟΥ». Σήμερα ώρα 9 μ.μ. στο ξενοδοχείο «Μεντιτερανέ». ΤΟΥ ΣΥΛΛΟΓΟΥ ΚΡΗΤΩΝ. Σήμερα ώρα 9 μ.μ. στο κέντρο «Ολύμπιον». ΤΗΣ ΦΙΛΟΠΡΟΟΔΟΥ ΕΝΩΣΕΩΣ ΚΑΣΤΟΡΙΑΣ. Αύριον ώρα 9 μ.μ. στο ξενοδοχείο «Καψής».: [411, 712, 608, 880]
memorial-name: ΤΣΩΝ ΠΕΡΒΟΣ: [1098, 845, 1198, 860]
